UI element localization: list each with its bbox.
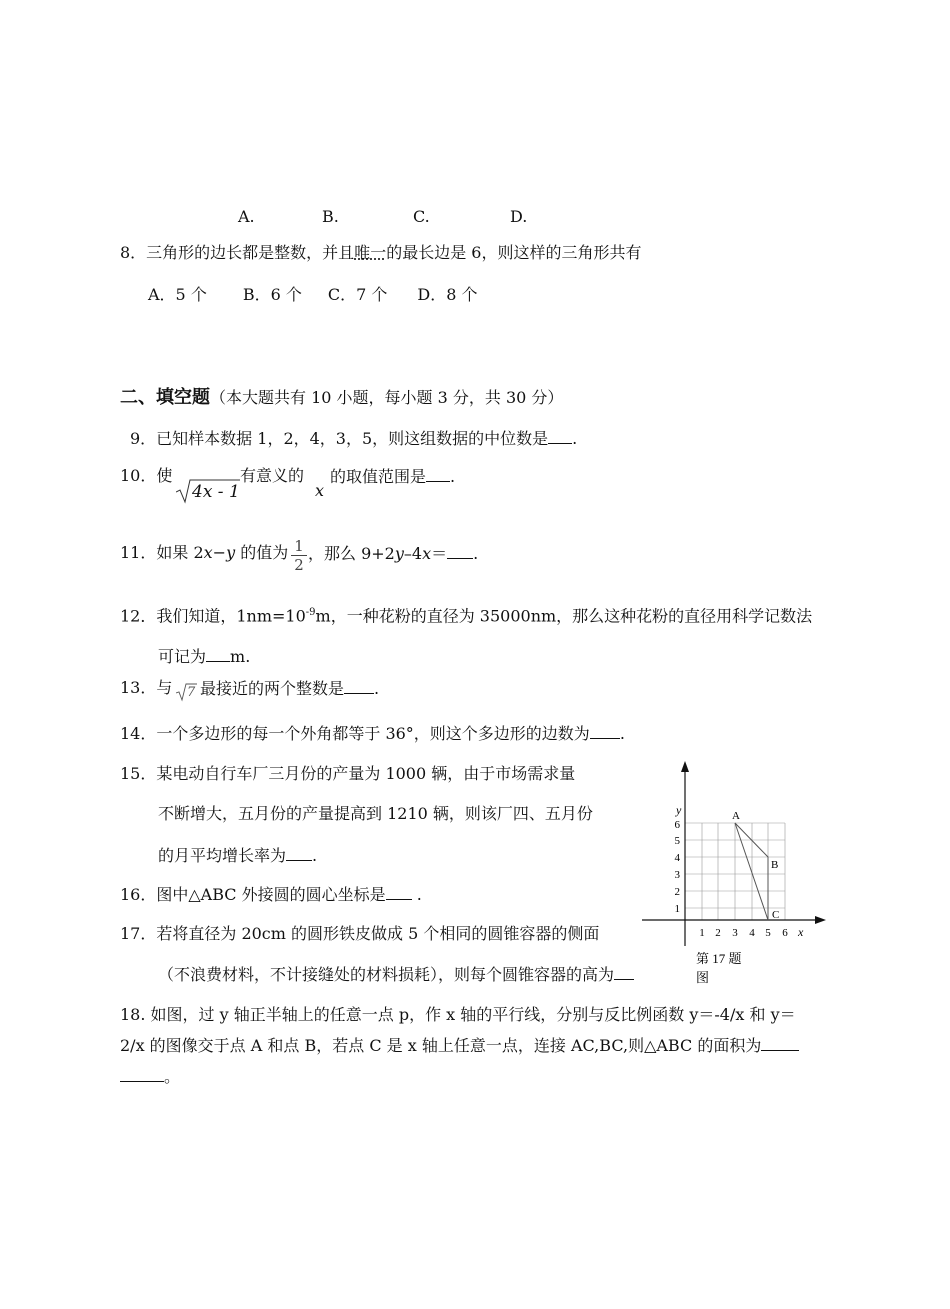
section-2-title: 二、填空题 bbox=[120, 387, 210, 407]
x-tick-label: 1 bbox=[699, 927, 705, 939]
x-tick-label: 3 bbox=[732, 927, 738, 939]
question-16 bbox=[120, 884, 422, 905]
q8-option-d: D．8 个 bbox=[417, 285, 478, 304]
point-label-c: C bbox=[772, 909, 780, 921]
q13-blank[interactable] bbox=[344, 678, 374, 694]
question-12 bbox=[120, 603, 812, 626]
q11-x2: x bbox=[422, 544, 432, 563]
q18-line-2 bbox=[120, 1035, 799, 1056]
q7-choice-d: D. bbox=[510, 207, 528, 226]
question-14 bbox=[120, 723, 625, 744]
point-label-a: A bbox=[732, 810, 740, 822]
q11-minus: − bbox=[212, 543, 227, 562]
q8-emphasis: 唯一 bbox=[354, 243, 387, 262]
q13-prefix: 13．与 bbox=[120, 678, 173, 697]
q11-prefix: 11．如果 2 bbox=[120, 543, 204, 562]
q17-blank[interactable] bbox=[614, 964, 634, 980]
question-8 bbox=[120, 243, 641, 263]
figure-caption-line-1: 第 17 题 bbox=[696, 951, 742, 966]
q18-blank-a[interactable] bbox=[761, 1035, 799, 1051]
q10-blank[interactable] bbox=[426, 466, 450, 482]
y-tick-labels bbox=[675, 819, 681, 915]
q11-x1: x bbox=[203, 543, 213, 562]
q10-radicand: 4x - 1 bbox=[192, 482, 240, 502]
y-tick-label: 3 bbox=[674, 869, 680, 881]
q9-text: 9．已知样本数据 1，2，4，3，5，则这组数据的中位数是 bbox=[130, 429, 549, 448]
y-tick-label: 4 bbox=[674, 852, 680, 864]
q18-blank-b[interactable] bbox=[120, 1066, 164, 1082]
q15-line-1: 15．某电动自行车厂三月份的产量为 1000 辆，由于市场需求量 bbox=[120, 764, 576, 783]
question-11 bbox=[120, 543, 288, 563]
q11-eq: ＝ bbox=[431, 544, 448, 563]
q11-minus2: –4 bbox=[403, 544, 423, 563]
q10-prefix: 10．使 bbox=[120, 466, 173, 485]
q11-frac-den: 2 bbox=[291, 555, 307, 574]
section-2-heading bbox=[120, 387, 563, 408]
q10-var: x bbox=[315, 481, 325, 500]
point-label-b: B bbox=[771, 859, 779, 871]
q11-frac-num: 1 bbox=[294, 537, 304, 555]
q12-line1b: m，一种花粉的直径为 35000nm，那么这种花粉的直径用科学记数法 bbox=[315, 606, 813, 626]
q15-line-3 bbox=[158, 845, 317, 866]
q7-choice-b: B. bbox=[322, 207, 339, 226]
q8-option-b: B．6 个 bbox=[242, 285, 302, 304]
q10-suffix-line bbox=[330, 466, 455, 487]
q17-line-2 bbox=[158, 964, 634, 985]
x-axis-label: x bbox=[798, 925, 804, 939]
x-tick-labels bbox=[699, 927, 788, 939]
question-13 bbox=[120, 678, 172, 698]
q10-suffix: 的取值范围是 bbox=[330, 467, 427, 486]
q15-end: . bbox=[312, 846, 318, 865]
q12-unit: m. bbox=[230, 647, 251, 666]
y-tick-label: 1 bbox=[674, 903, 680, 915]
q7-choice-c: C. bbox=[413, 207, 430, 226]
y-tick-label: 6 bbox=[674, 819, 680, 831]
y-tick-label: 2 bbox=[674, 886, 680, 898]
q11-blank[interactable] bbox=[447, 543, 473, 559]
q18-line2: 2/x 的图像交于点 A 和点 B，若点 C 是 x 轴上任意一点，连接 AC,BC,则△ABC 的面积为 bbox=[120, 1036, 762, 1055]
figure-caption-line-2: 图 bbox=[696, 970, 710, 985]
q13-radicand: 7 bbox=[187, 685, 196, 700]
y-axis-arrow-icon bbox=[681, 761, 689, 772]
q17-line-1: 17．若将直径为 20cm 的圆形铁皮做成 5 个相同的圆锥容器的侧面 bbox=[120, 924, 600, 943]
q7-choice-a: A. bbox=[238, 207, 255, 226]
y-tick-label: 5 bbox=[674, 835, 680, 847]
q16-blank[interactable] bbox=[386, 884, 412, 900]
x-tick-label: 6 bbox=[782, 927, 788, 939]
q11-mid: 的值为 bbox=[240, 543, 289, 562]
q14-text: 14．一个多边形的每一个外角都等于 36°，则这个多边形的边数为 bbox=[120, 724, 590, 743]
y-axis-label: y bbox=[676, 803, 682, 817]
q8-option-c: C．7 个 bbox=[327, 285, 388, 304]
q18-line-1: 18. 如图，过 y 轴正半轴上的任意一点 p，作 x 轴的平行线，分别与反比例函数 y＝-4/x 和 y＝ bbox=[120, 1005, 796, 1024]
q12-blank[interactable] bbox=[206, 646, 230, 662]
q11-y1: y bbox=[226, 543, 236, 562]
question-9 bbox=[130, 428, 577, 449]
q11-y2: y bbox=[394, 544, 404, 563]
figure-grid bbox=[685, 823, 785, 920]
q13-end: . bbox=[374, 679, 380, 698]
x-tick-label: 5 bbox=[765, 927, 771, 939]
q10-mid-text: 有意义的 bbox=[240, 466, 305, 485]
x-tick-label: 2 bbox=[715, 927, 721, 939]
q8-text-after: 的最长边是 6，则这样的三角形共有 bbox=[386, 243, 642, 262]
q14-blank[interactable] bbox=[590, 723, 620, 739]
x-axis-arrow-icon bbox=[815, 916, 826, 924]
q8-option-a: A．5 个 bbox=[148, 285, 207, 304]
coordinate-figure bbox=[640, 758, 840, 990]
q9-blank[interactable] bbox=[548, 428, 572, 444]
q12-line2: 可记为 bbox=[158, 647, 207, 666]
section-2-note: （本大题共有 10 小题，每小题 3 分，共 30 分） bbox=[210, 388, 564, 407]
q11-end: . bbox=[473, 544, 479, 563]
q16-text: 16．图中△ABC 外接圆的圆心坐标是 bbox=[120, 885, 386, 904]
x-tick-label: 4 bbox=[749, 927, 755, 939]
q11-rest bbox=[308, 543, 478, 564]
q18-line-3 bbox=[120, 1066, 180, 1087]
q17-line2: （不浪费材料，不计接缝处的材料损耗），则每个圆锥容器的高为 bbox=[158, 965, 615, 984]
q8-options bbox=[148, 285, 477, 305]
q9-end: . bbox=[572, 429, 578, 448]
q16-end: . bbox=[411, 885, 422, 904]
q14-end: . bbox=[619, 724, 625, 743]
q12-exponent: -9 bbox=[305, 607, 316, 618]
q15-line3: 的月平均增长率为 bbox=[158, 846, 287, 865]
q8-text-before: 8．三角形的边长都是整数，并且 bbox=[120, 243, 355, 262]
triangle-abc bbox=[735, 823, 768, 920]
q10-mid bbox=[240, 466, 304, 486]
q13-suffix: 最接近的两个整数是 bbox=[200, 679, 345, 698]
q11-text2: ，那么 9+2 bbox=[308, 544, 395, 563]
q18-end: 。 bbox=[164, 1067, 181, 1086]
q12-line1: 12．我们知道，1nm=10 bbox=[120, 606, 306, 626]
q13-rest bbox=[200, 678, 379, 699]
q12-line-2 bbox=[158, 646, 250, 667]
q11-fraction bbox=[291, 537, 307, 574]
question-10 bbox=[120, 466, 172, 486]
q15-line-2: 不断增大，五月份的产量提高到 1210 辆，则该厂四、五月份 bbox=[158, 804, 593, 823]
q15-blank[interactable] bbox=[286, 845, 312, 861]
q10-end: . bbox=[450, 467, 456, 486]
